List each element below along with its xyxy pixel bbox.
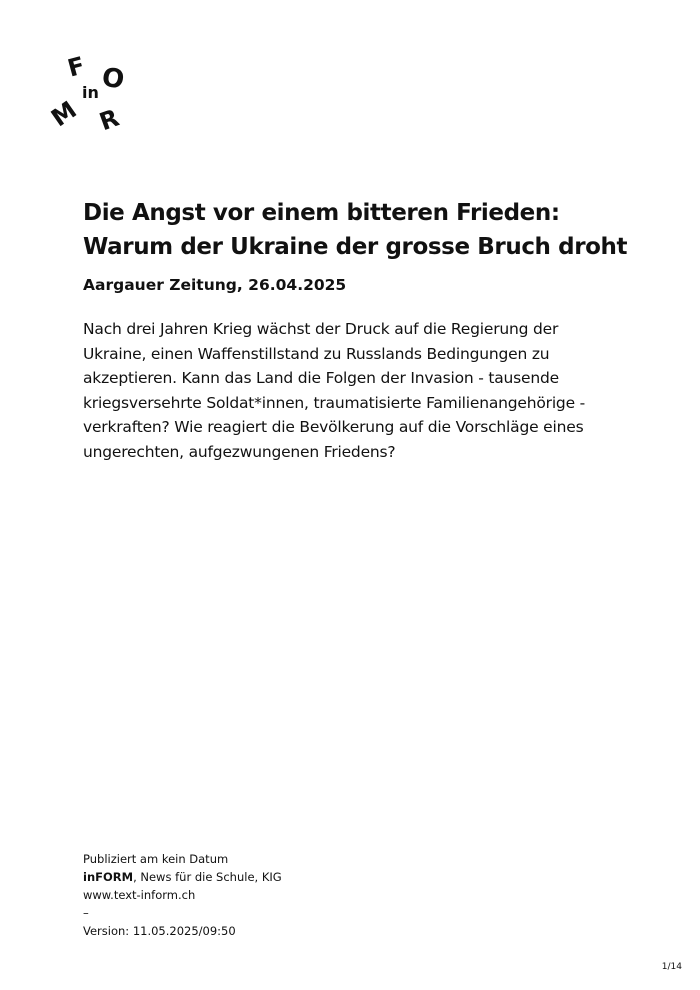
lead-line: verkraften? Wie reagiert die Bevölkerung auf die Vorschläge eines: [83, 418, 584, 437]
article-title-line: Warum der Ukraine der grosse Bruch droht: [83, 234, 628, 260]
lead-line: Ukraine, einen Waffenstillstand zu Russlands Bedingungen zu: [83, 344, 550, 363]
published-date: Publiziert am kein Datum: [83, 852, 229, 866]
logo-letter-r: R: [95, 103, 123, 137]
brand-name: inFORM: [83, 870, 134, 884]
article-title: [83, 196, 663, 264]
logo-letters-in: in: [82, 83, 99, 102]
logo-letter-m: M: [46, 95, 82, 133]
article-source: Aargauer Zeitung, 26.04.2025: [83, 276, 347, 294]
lead-line: Nach drei Jahren Krieg wächst der Druck auf die Regierung der: [83, 320, 559, 338]
logo-letter-o: O: [99, 62, 127, 96]
inform-logo: [46, 51, 132, 137]
page-number: 1/14: [661, 962, 682, 972]
lead-line: kriegsversehrte Soldat*innen, traumatisierte Familienangehörige -: [83, 393, 586, 412]
footer: [83, 850, 282, 940]
publisher-line: [83, 868, 282, 886]
website-url: www.text-inform.ch: [83, 888, 196, 902]
article-lead: [83, 317, 663, 465]
article-title-line: Die Angst vor einem bitteren Frieden:: [83, 200, 560, 226]
version-info: Version: 11.05.2025/09:50: [83, 924, 236, 938]
lead-line: ungerechten, aufgezwungenen Friedens?: [83, 442, 396, 461]
footer-separator: –: [83, 906, 89, 920]
lead-line: akzeptieren. Kann das Land die Folgen der Invasion - tausende: [83, 369, 559, 388]
logo-letter-f: F: [64, 51, 88, 83]
brand-description: , News für die Schule, KIG: [133, 870, 282, 884]
